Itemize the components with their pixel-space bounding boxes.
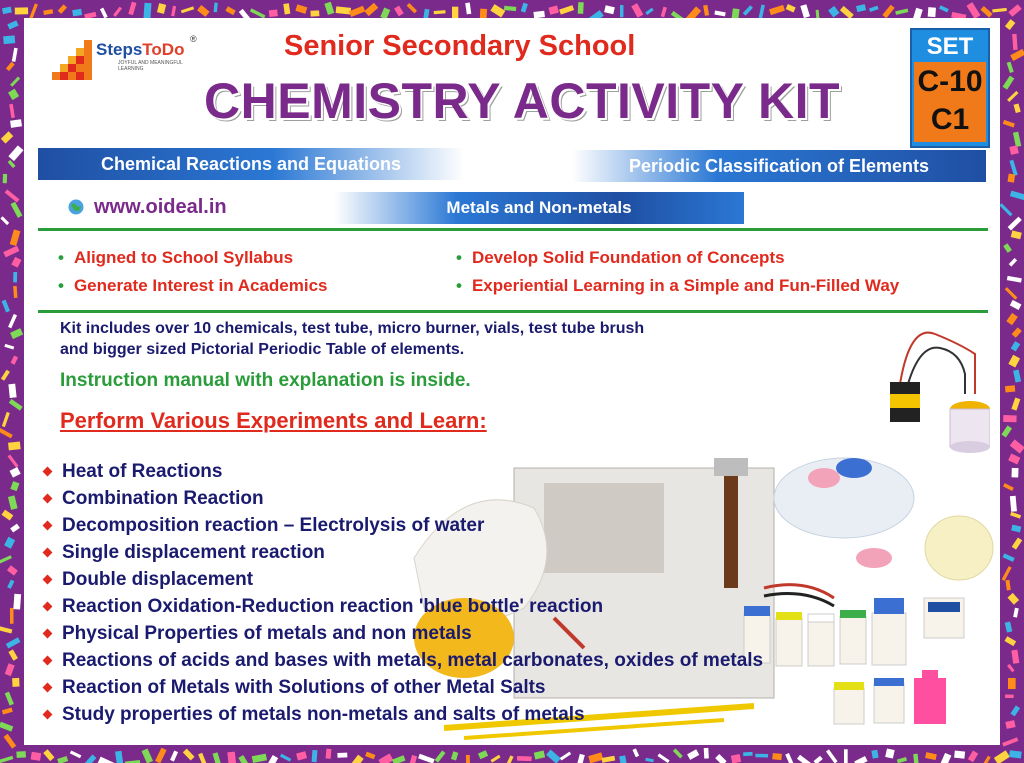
- manual-note: Instruction manual with explanation is inside.: [60, 370, 471, 391]
- logo-name: StepsToDo: [96, 40, 185, 59]
- bullet-icon: •: [58, 276, 64, 295]
- website-url[interactable]: www.oideal.in: [94, 196, 227, 218]
- diamond-bullet-icon: [43, 656, 53, 666]
- school-heading: Senior Secondary School: [284, 30, 636, 62]
- set-code-box: [914, 62, 986, 142]
- feature-item: • Generate Interest in Academics: [58, 276, 328, 295]
- stepstodo-logo: [52, 30, 222, 90]
- experiments-heading: Perform Various Experiments and Learn:: [60, 408, 487, 433]
- diamond-bullet-icon: [43, 467, 53, 477]
- experiment-item: Reactions of acids and bases with metals, metal carbonates, oxides of metals: [42, 647, 763, 674]
- kit-description: [60, 318, 840, 360]
- diamond-bullet-icon: [43, 602, 53, 612]
- diamond-bullet-icon: [43, 629, 53, 639]
- globe-icon: [68, 199, 84, 215]
- kit-title: CHEMISTRY ACTIVITY KIT: [204, 73, 841, 129]
- divider: [38, 310, 988, 313]
- topic-banner-periodic: Periodic Classification of Elements: [572, 150, 986, 182]
- bullet-icon: •: [456, 276, 462, 295]
- diamond-bullet-icon: [43, 683, 53, 693]
- kit-description-line: and bigger sized Pictorial Periodic Table of elements.: [60, 341, 465, 358]
- topic-banner-reactions: Chemical Reactions and Equations: [38, 148, 464, 180]
- experiment-item: Combination Reaction: [42, 485, 763, 512]
- experiments-list: [42, 458, 763, 728]
- experiment-item: Double displacement: [42, 566, 763, 593]
- diamond-bullet-icon: [43, 494, 53, 504]
- bullet-icon: •: [456, 248, 462, 267]
- diamond-bullet-icon: [43, 575, 53, 585]
- feature-item: • Aligned to School Syllabus: [58, 248, 294, 267]
- poster-panel: [24, 18, 1000, 745]
- diamond-bullet-icon: [43, 521, 53, 531]
- topic-banner-metals: Metals and Non-metals: [334, 192, 744, 224]
- diamond-bullet-icon: [43, 548, 53, 558]
- feature-item: • Develop Solid Foundation of Concepts: [456, 248, 785, 267]
- set-code: C-10: [917, 65, 983, 98]
- battery-electrolysis-icon: [880, 314, 990, 454]
- experiment-item: Single displacement reaction: [42, 539, 763, 566]
- kit-description-line: Kit includes over 10 chemicals, test tube, micro burner, vials, test tube brush: [60, 320, 645, 337]
- registered-mark: ®: [190, 34, 197, 44]
- set-badge: [910, 28, 990, 148]
- divider: [38, 228, 988, 231]
- set-sub-code: C1: [930, 103, 970, 136]
- experiment-item: Decomposition reaction – Electrolysis of water: [42, 512, 763, 539]
- feature-item: • Experiential Learning in a Simple and Fun-Filled Way: [456, 276, 900, 295]
- experiment-item: Reaction Oxidation-Reduction reaction 'blue bottle' reaction: [42, 593, 763, 620]
- set-label: SET: [926, 33, 974, 60]
- experiment-item: Study properties of metals non-metals and salts of metals: [42, 701, 763, 728]
- stairs-logo-icon: [52, 36, 92, 84]
- logo-tagline: JOYFUL AND MEANINGFUL LEARNING: [118, 60, 183, 72]
- experiment-item: Physical Properties of metals and non metals: [42, 620, 763, 647]
- experiment-item: Heat of Reactions: [42, 458, 763, 485]
- bullet-icon: •: [58, 248, 64, 267]
- experiment-item: Reaction of Metals with Solutions of other Metal Salts: [42, 674, 763, 701]
- diamond-bullet-icon: [43, 710, 53, 720]
